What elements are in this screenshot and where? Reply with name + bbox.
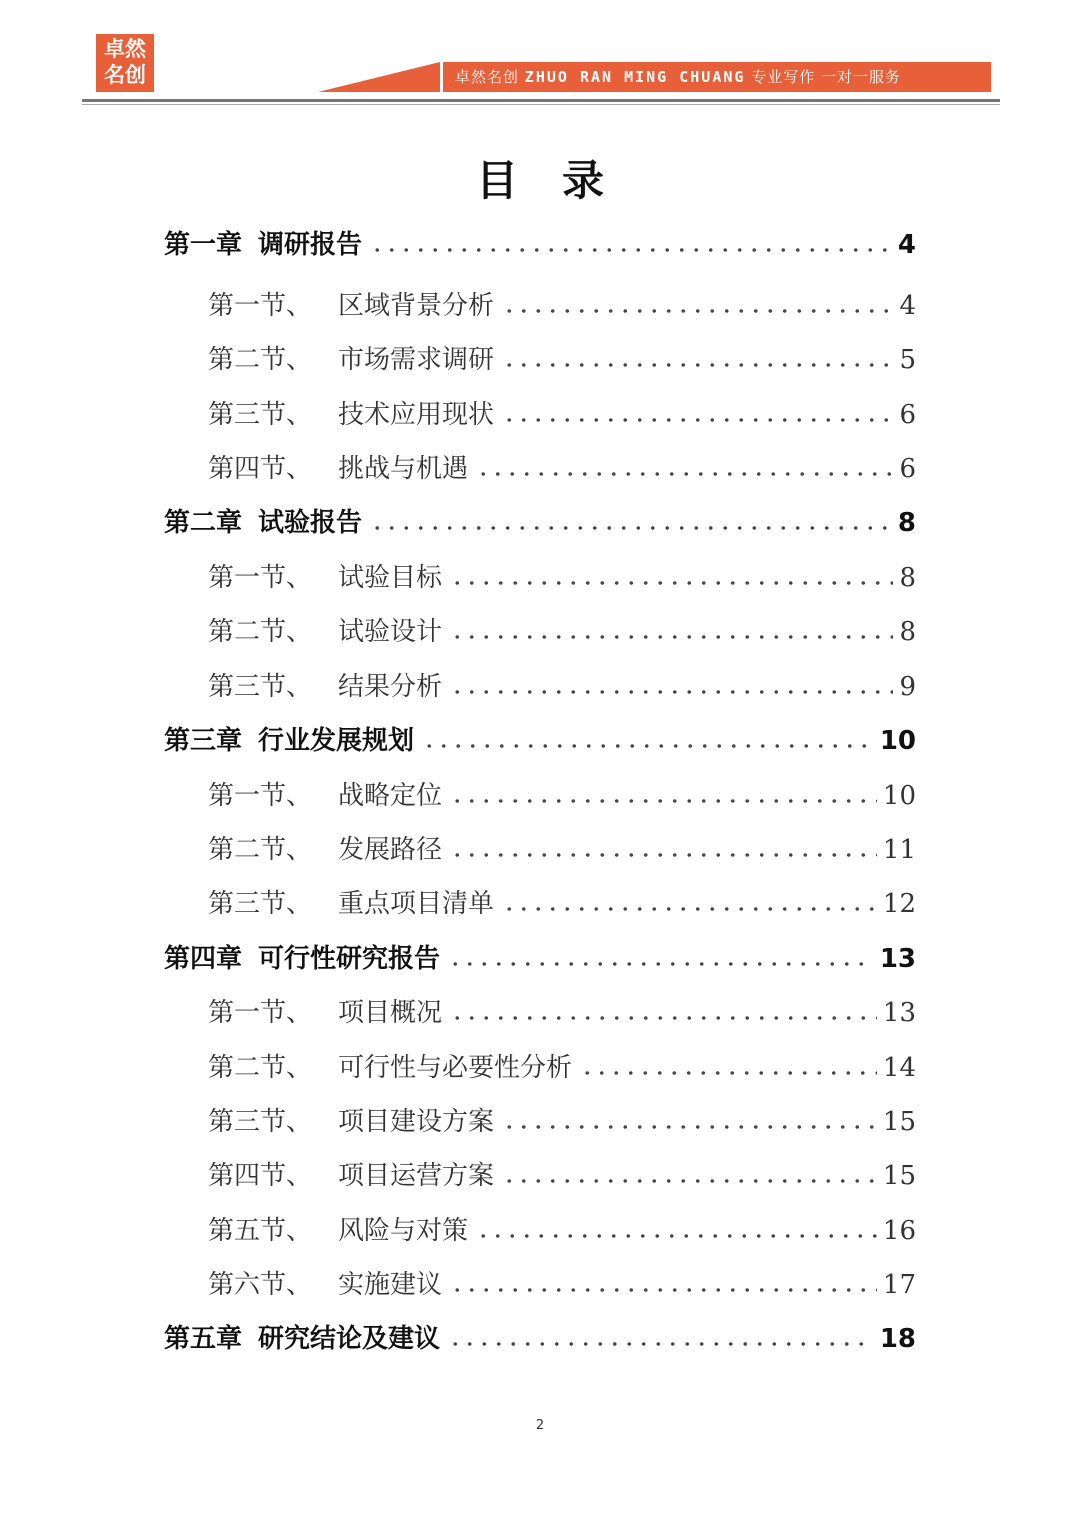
toc-page-number: 18 — [879, 1324, 916, 1354]
toc-section-entry[interactable] — [208, 883, 916, 920]
toc-entry-label — [208, 557, 442, 594]
toc-entry-label — [164, 938, 440, 975]
toc-chapter-entry[interactable] — [164, 1318, 916, 1355]
toc-entry-title: 发展路径 — [338, 835, 443, 865]
toc-entry-label — [164, 720, 414, 757]
toc-entry-number: 第一节、 — [208, 291, 313, 321]
toc-entry-title: 可行性与必要性分析 — [338, 1053, 573, 1083]
page-title: 目录 — [475, 156, 648, 205]
toc-entry-label — [208, 611, 442, 648]
dot-leader — [502, 417, 893, 423]
toc-entry-number: 第一节、 — [208, 563, 313, 593]
toc-entry-number: 第五章 — [164, 1324, 243, 1354]
toc-page-number: 14 — [882, 1053, 916, 1083]
toc-section-entry[interactable] — [208, 1264, 916, 1301]
dot-leader — [422, 743, 874, 749]
toc-section-entry[interactable] — [208, 775, 916, 812]
toc-entry-title: 风险与对策 — [338, 1216, 469, 1246]
toc-entry-number: 第三章 — [164, 726, 243, 756]
toc-entry-label — [208, 883, 494, 920]
toc-entry-number: 第三节、 — [208, 889, 313, 919]
toc-entry-number: 第三节、 — [208, 400, 313, 430]
toc-entry-title: 试验设计 — [338, 617, 443, 647]
header-rule-thin — [82, 104, 1000, 105]
toc-entry-number: 第二节、 — [208, 345, 313, 375]
toc-entry-label — [208, 448, 468, 485]
toc-entry-label — [208, 285, 494, 322]
toc-section-entry[interactable] — [208, 611, 916, 648]
toc-section-entry[interactable] — [208, 1101, 916, 1138]
dot-leader — [450, 798, 877, 804]
toc-entry-number: 第二节、 — [208, 1053, 313, 1083]
toc-entry-label — [208, 1264, 442, 1301]
toc-entry-title: 项目运营方案 — [338, 1161, 495, 1191]
dot-leader — [450, 852, 877, 858]
toc-page-number: 17 — [882, 1270, 916, 1300]
toc-page-number: 13 — [882, 998, 916, 1028]
page-number: 2 — [535, 1418, 545, 1433]
toc-entry-title: 区域背景分析 — [338, 291, 495, 321]
toc-entry-number: 第二节、 — [208, 617, 313, 647]
toc-entry-label — [208, 775, 442, 812]
toc-section-entry[interactable] — [208, 394, 916, 431]
toc-section-entry[interactable] — [208, 1047, 916, 1084]
toc-entry-title: 市场需求调研 — [338, 345, 495, 375]
toc-page-number: 8 — [897, 508, 916, 538]
toc-page-number: 4 — [899, 291, 916, 321]
toc-entry-number: 第一节、 — [208, 781, 313, 811]
toc-section-entry[interactable] — [208, 992, 916, 1029]
toc-entry-title: 挑战与机遇 — [338, 454, 469, 484]
dot-leader — [502, 362, 893, 368]
toc-entry-title: 实施建议 — [338, 1270, 443, 1300]
toc-section-entry[interactable] — [208, 1210, 916, 1247]
banner-en-name: ZHUO RAN MING CHUANG — [524, 68, 746, 86]
header-rule — [82, 99, 1000, 102]
toc-page-number: 4 — [897, 230, 916, 260]
toc-page-number: 11 — [882, 835, 916, 865]
toc-entry-number: 第三节、 — [208, 672, 313, 702]
toc-page-number: 15 — [882, 1161, 916, 1191]
toc-page-number: 8 — [899, 617, 916, 647]
toc-page-number: 13 — [879, 944, 916, 974]
dot-leader — [370, 525, 892, 531]
toc-chapter-entry[interactable] — [164, 720, 916, 757]
banner-service: 专业写作 一对一服务 — [751, 68, 901, 86]
dot-leader — [450, 634, 893, 640]
toc-entry-title: 项目概况 — [338, 998, 443, 1028]
toc-section-entry[interactable] — [208, 448, 916, 485]
toc-entry-label — [208, 829, 442, 866]
toc-page-number: 9 — [899, 672, 916, 702]
toc-page-number: 5 — [899, 345, 916, 375]
toc-page-number: 10 — [882, 781, 916, 811]
toc-section-entry[interactable] — [208, 285, 916, 322]
toc-entry-number: 第六节、 — [208, 1270, 313, 1300]
toc-page-number: 15 — [882, 1107, 916, 1137]
banner-cn-name: 卓然名创 — [455, 68, 520, 86]
toc-page-number: 12 — [882, 889, 916, 919]
toc-entry-number: 第四节、 — [208, 1161, 313, 1191]
toc-section-entry[interactable] — [208, 666, 916, 703]
toc-entry-number: 第二章 — [164, 508, 243, 538]
toc-page-number: 8 — [899, 563, 916, 593]
dot-leader — [450, 1287, 877, 1293]
toc-entry-label — [208, 394, 494, 431]
toc-entry-title: 可行性研究报告 — [258, 944, 441, 974]
dot-leader — [448, 961, 874, 967]
toc-entry-title: 研究结论及建议 — [258, 1324, 441, 1354]
dot-leader — [450, 689, 893, 695]
toc-entry-number: 第四节、 — [208, 454, 313, 484]
toc-entry-label — [208, 1155, 494, 1192]
toc-entry-title: 技术应用现状 — [338, 400, 495, 430]
toc-entry-title: 试验目标 — [338, 563, 443, 593]
toc-entry-label — [164, 502, 362, 539]
toc-page-number: 6 — [899, 454, 916, 484]
dot-leader — [370, 247, 892, 253]
dot-leader — [476, 471, 893, 477]
toc-entry-label — [208, 339, 494, 376]
toc-entry-title: 战略定位 — [338, 781, 443, 811]
dot-leader — [448, 1341, 874, 1347]
dot-leader — [502, 1178, 877, 1184]
toc-entry-title: 试验报告 — [258, 508, 363, 538]
dot-leader — [502, 308, 893, 314]
toc-chapter-entry[interactable] — [164, 502, 916, 539]
toc-entry-label — [208, 1101, 494, 1138]
toc-page-number: 6 — [899, 400, 916, 430]
toc-entry-label — [208, 1210, 468, 1247]
toc-entry-title: 行业发展规划 — [258, 726, 415, 756]
toc-page-number: 10 — [879, 726, 916, 756]
toc-entry-number: 第五节、 — [208, 1216, 313, 1246]
dot-leader — [580, 1070, 877, 1076]
dot-leader — [502, 1124, 877, 1130]
toc-entry-title: 结果分析 — [338, 672, 443, 702]
toc-entry-number: 第四章 — [164, 944, 243, 974]
toc-entry-number: 第一节、 — [208, 998, 313, 1028]
dot-leader — [450, 1015, 877, 1021]
toc-entry-number: 第二节、 — [208, 835, 313, 865]
page-header — [0, 0, 1080, 110]
toc-entry-label — [208, 992, 442, 1029]
toc-entry-number: 第三节、 — [208, 1107, 313, 1137]
toc-entry-label — [208, 1047, 572, 1084]
dot-leader — [502, 906, 877, 912]
toc-entry-label — [164, 224, 362, 261]
toc-chapter-entry[interactable] — [164, 224, 916, 261]
dot-leader — [476, 1233, 877, 1239]
brand-logo — [96, 34, 154, 92]
logo-text-line1: 卓然 — [104, 36, 146, 61]
toc-entry-number: 第一章 — [164, 230, 243, 260]
toc-section-entry[interactable] — [208, 1155, 916, 1192]
toc-section-entry[interactable] — [208, 829, 916, 866]
toc-section-entry[interactable] — [208, 557, 916, 594]
header-banner — [443, 62, 991, 92]
dot-leader — [450, 580, 893, 586]
toc-entry-title: 重点项目清单 — [338, 889, 495, 919]
toc-entry-label — [164, 1318, 440, 1355]
toc-chapter-entry[interactable] — [164, 938, 916, 975]
toc-section-entry[interactable] — [208, 339, 916, 376]
toc-entry-label — [208, 666, 442, 703]
toc-entry-title: 调研报告 — [258, 230, 363, 260]
toc-page-number: 16 — [882, 1216, 916, 1246]
banner-triangle — [318, 62, 440, 92]
logo-text-line2: 名创 — [104, 62, 146, 87]
toc-entry-title: 项目建设方案 — [338, 1107, 495, 1137]
